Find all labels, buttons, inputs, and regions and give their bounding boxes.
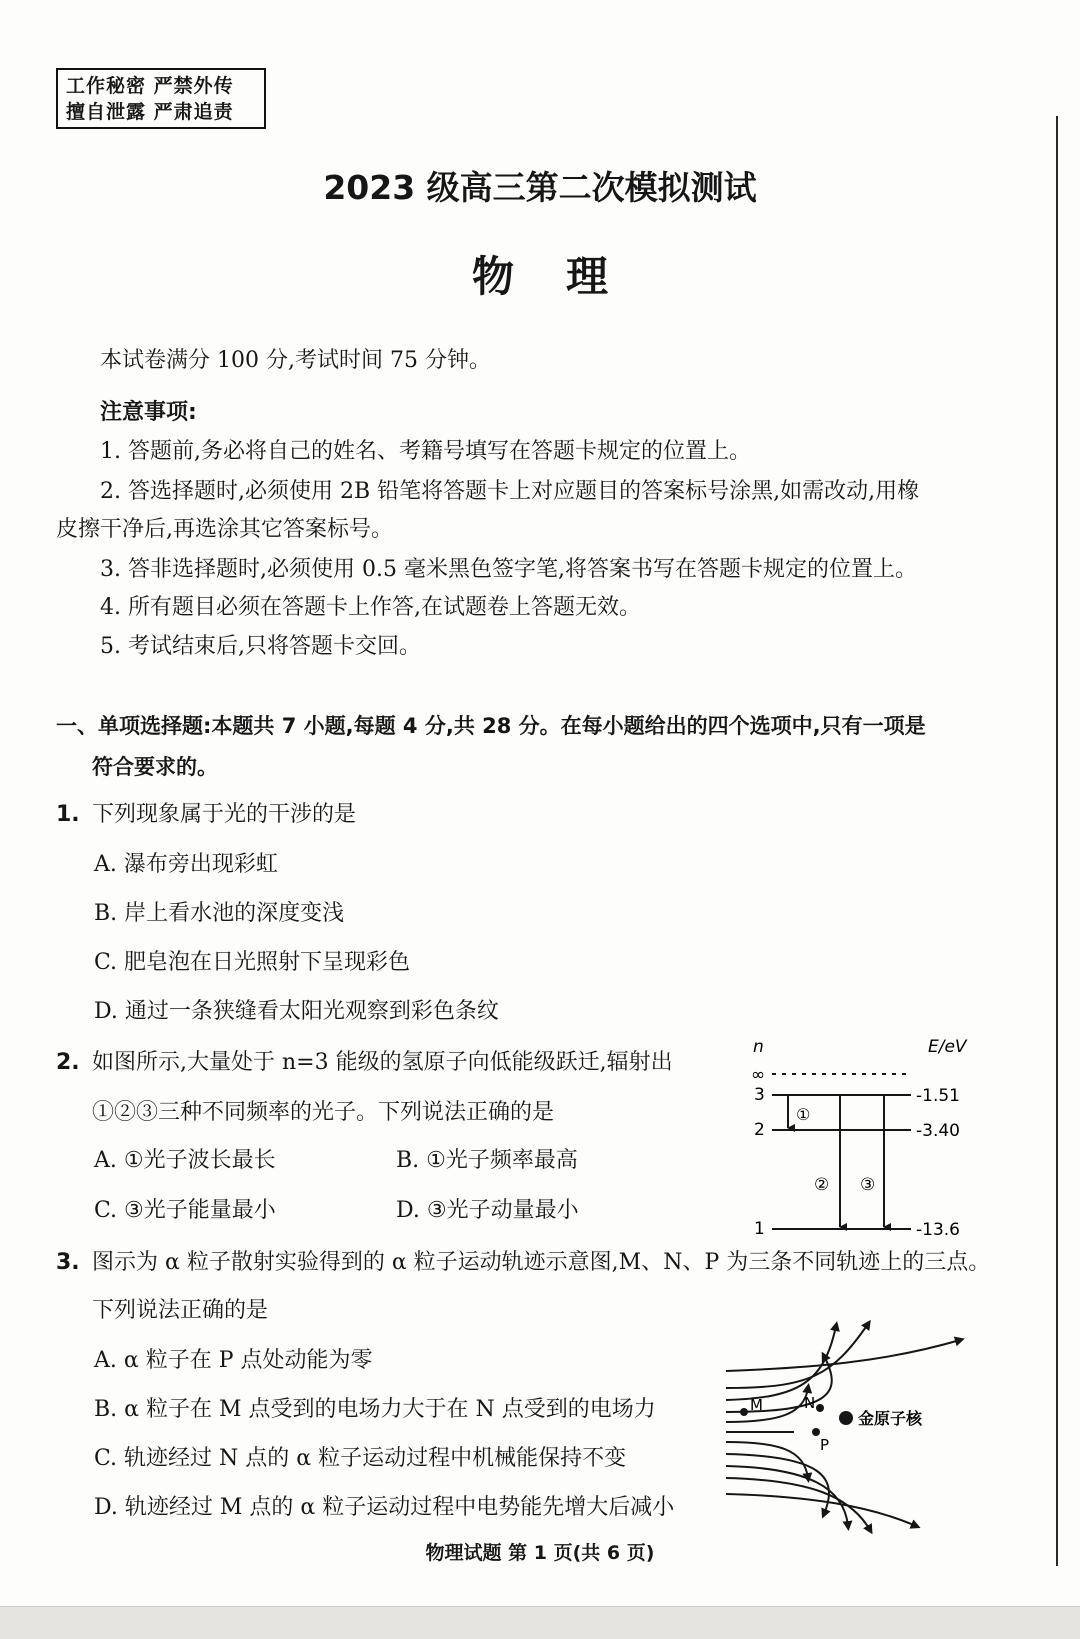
q1-stem: 下列现象属于光的干涉的是: [92, 802, 357, 827]
level-1-label: 1: [754, 1219, 765, 1239]
q2-option-d: D. ③光子动量最小: [396, 1198, 579, 1223]
section-1-heading-line-2: 符合要求的。: [92, 755, 218, 779]
point-n-dot: [816, 1404, 824, 1412]
bottom-strip: [0, 1606, 1080, 1639]
point-n-label: N: [804, 1394, 816, 1412]
exam-title: 2023 级高三第二次模拟测试: [323, 168, 757, 207]
level-3-energy: -1.51: [916, 1086, 960, 1106]
q3-option-a: A. α 粒子在 P 点处动能为零: [94, 1348, 373, 1373]
subject-title: 物理: [471, 252, 660, 301]
stamp-line-2: 擅自泄露 严肃追责: [66, 101, 234, 123]
q2-number: 2.: [56, 1050, 80, 1075]
level-2-label: 2: [754, 1120, 765, 1140]
point-p-dot: [812, 1428, 820, 1436]
transition-2-label: ②: [814, 1175, 830, 1195]
q1-number: 1.: [56, 802, 80, 827]
level-2-energy: -3.40: [916, 1121, 960, 1141]
gold-nucleus-label: 金原子核: [858, 1409, 923, 1428]
q2-stem-line-1: 如图所示,大量处于 n=3 能级的氢原子向低能级跃迁,辐射出: [92, 1050, 673, 1075]
q2-option-a: A. ①光子波长最长: [94, 1148, 276, 1173]
transition-3-label: ③: [860, 1175, 876, 1195]
trajectory-p-deflect: [726, 1454, 829, 1514]
trajectory-top-deflect-2: [726, 1326, 836, 1400]
notice-heading: 注意事项:: [100, 400, 197, 425]
q2-option-b: B. ①光子频率最高: [396, 1148, 578, 1173]
q1-option-a: A. 瀑布旁出现彩虹: [94, 852, 278, 877]
trajectory-bottom-far: [726, 1494, 916, 1526]
notice-item-1: 1. 答题前,务必将自己的姓名、考籍号填写在答题卡规定的位置上。: [100, 439, 751, 464]
point-p-label: P: [820, 1436, 830, 1454]
trajectory-backscatter-top: [726, 1388, 808, 1422]
transition-1-label: ①: [796, 1105, 811, 1124]
stamp-line-1: 工作秘密 严禁外传: [66, 75, 234, 97]
point-m-label: M: [750, 1396, 763, 1414]
q1-option-b: B. 岸上看水池的深度变浅: [94, 901, 345, 926]
confidential-stamp: [56, 68, 266, 129]
q3-stem-line-2: 下列说法正确的是: [92, 1298, 269, 1323]
q3-option-d: D. 轨迹经过 M 点的 α 粒子运动过程中电势能先增大后减小: [94, 1495, 675, 1520]
q1-option-c: C. 肥皂泡在日光照射下呈现彩色: [94, 950, 411, 975]
trajectory-top-deflect-1: [726, 1324, 868, 1388]
trajectory-backscatter-bottom: [726, 1442, 808, 1478]
q2-option-c: C. ③光子能量最小: [94, 1198, 276, 1223]
level-inf-label: ∞: [751, 1065, 766, 1085]
q2-stem-line-2: ①②③三种不同频率的光子。下列说法正确的是: [92, 1100, 555, 1125]
notice-item-2-line-1: 2. 答选择题时,必须使用 2B 铅笔将答题卡上对应题目的答案标号涂黑,如需改动,用橡: [100, 479, 920, 504]
level-3-label: 3: [754, 1085, 765, 1105]
q1-option-d: D. 通过一条狭缝看太阳光观察到彩色条纹: [94, 999, 499, 1024]
q3-stem-line-1: 图示为 α 粒子散射实验得到的 α 粒子运动轨迹示意图,M、N、P 为三条不同轨迹上的三点。: [92, 1250, 991, 1275]
trajectory-n-deflect: [726, 1356, 832, 1412]
notice-item-3: 3. 答非选择题时,必须使用 0.5 毫米黑色签字笔,将答案书写在答题卡规定的位置上。: [100, 557, 917, 582]
point-m-dot: [740, 1408, 748, 1416]
n-axis-label: n: [753, 1037, 764, 1057]
energy-level-diagram: [748, 1034, 1008, 1240]
notice-item-4: 4. 所有题目必须在答题卡上作答,在试题卷上答题无效。: [100, 595, 641, 620]
q3-option-c: C. 轨迹经过 N 点的 α 粒子运动过程中机械能保持不变: [94, 1446, 627, 1471]
q3-option-b: B. α 粒子在 M 点受到的电场力大于在 N 点受到的电场力: [94, 1397, 656, 1422]
energy-axis-label: E/eV: [928, 1037, 967, 1057]
notice-item-5: 5. 考试结束后,只将答题卡交回。: [100, 634, 421, 659]
page-footer: 物理试题 第 1 页(共 6 页): [425, 1542, 655, 1564]
level-1-energy: -13.6: [916, 1220, 960, 1240]
alpha-scattering-diagram: [720, 1316, 1010, 1536]
notice-item-2-line-2: 皮擦干净后,再选涂其它答案标号。: [56, 517, 393, 542]
page-edge: [1056, 116, 1058, 1566]
gold-nucleus-icon: [839, 1411, 853, 1425]
q3-number: 3.: [56, 1250, 80, 1275]
exam-intro: 本试卷满分 100 分,考试时间 75 分钟。: [100, 348, 491, 373]
section-1-heading-line-1: 一、单项选择题:本题共 7 小题,每题 4 分,共 28 分。在每小题给出的四个选项中,只有一项是: [56, 714, 926, 738]
